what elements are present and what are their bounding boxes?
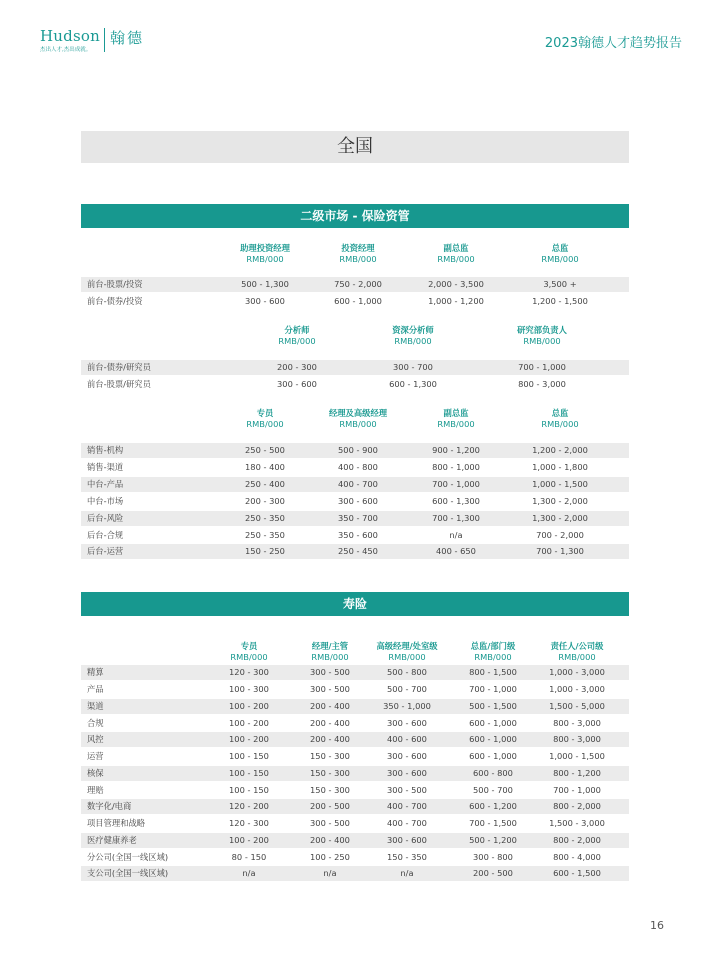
- table-cell: 120 - 300: [229, 667, 269, 677]
- table-row: [81, 443, 629, 458]
- table-cell: 100 - 150: [229, 751, 269, 761]
- table-cell: 700 - 1,000: [432, 479, 480, 489]
- table-cell: 300 - 600: [387, 751, 427, 761]
- table-row: [81, 732, 629, 747]
- column-header: 副总监 RMB/000: [437, 408, 475, 429]
- row-label: 项目管理和战略: [87, 818, 146, 828]
- table-row: [81, 294, 629, 309]
- table-cell: 250 - 400: [245, 479, 285, 489]
- table-cell: 100 - 200: [229, 701, 269, 711]
- table-cell: 200 - 400: [310, 734, 350, 744]
- table-row: [81, 544, 629, 559]
- table-cell: 100 - 150: [229, 768, 269, 778]
- table-cell: 300 - 600: [387, 768, 427, 778]
- row-label: 核保: [87, 768, 104, 778]
- table-row: [81, 716, 629, 731]
- table-cell: 200 - 500: [473, 868, 513, 878]
- table-cell: 200 - 400: [310, 835, 350, 845]
- table-cell: 500 - 700: [387, 684, 427, 694]
- table-cell: 700 - 1,000: [518, 362, 566, 372]
- table-cell: 700 - 1,300: [432, 513, 480, 523]
- table-cell: 250 - 350: [245, 530, 285, 540]
- table-cell: 700 - 1,000: [469, 684, 517, 694]
- table-row: [81, 833, 629, 848]
- table-cell: 800 - 3,000: [553, 734, 601, 744]
- table-cell: 350 - 1,000: [383, 701, 431, 711]
- table-cell: 200 - 400: [310, 718, 350, 728]
- table-cell: 500 - 900: [338, 445, 378, 455]
- row-label: 前台-债券/研究员: [87, 362, 151, 372]
- table-cell: 400 - 650: [436, 546, 476, 556]
- row-label: 前台-股票/研究员: [87, 379, 151, 389]
- table-cell: 100 - 150: [229, 785, 269, 795]
- table-cell: 300 - 600: [387, 835, 427, 845]
- table-cell: 800 - 2,000: [553, 801, 601, 811]
- column-header: 研究部负责人 RMB/000: [517, 325, 567, 346]
- table-row: [81, 850, 629, 865]
- table-cell: 1,200 - 2,000: [532, 445, 588, 455]
- table-cell: 600 - 1,300: [389, 379, 437, 389]
- table-row: [81, 460, 629, 475]
- row-label: 中台-市场: [87, 496, 124, 506]
- table-cell: 600 - 1,000: [469, 751, 517, 761]
- table-row: [81, 511, 629, 526]
- table-cell: 3,500 +: [543, 279, 577, 289]
- table-cell: 200 - 300: [245, 496, 285, 506]
- table-cell: 1,000 - 1,800: [532, 462, 588, 472]
- row-label: 产品: [87, 684, 104, 694]
- row-label: 中台-产品: [87, 479, 124, 489]
- table-row: [81, 866, 629, 881]
- row-label: 后台-运营: [87, 546, 124, 556]
- table-row: [81, 665, 629, 680]
- table-cell: 300 - 600: [277, 379, 317, 389]
- table-cell: 1,300 - 2,000: [532, 496, 588, 506]
- row-label: 医疗健康养老: [87, 835, 137, 845]
- table-cell: 300 - 500: [310, 684, 350, 694]
- table-cell: 900 - 1,200: [432, 445, 480, 455]
- table-cell: n/a: [400, 868, 414, 878]
- table-cell: 300 - 500: [310, 667, 350, 677]
- hudson-logo-chinese: 翰德: [110, 29, 145, 47]
- table-cell: n/a: [242, 868, 256, 878]
- table-cell: 120 - 300: [229, 818, 269, 828]
- table-cell: 1,000 - 3,000: [549, 684, 605, 694]
- table-cell: 1,500 - 5,000: [549, 701, 605, 711]
- row-label: 合规: [87, 718, 104, 728]
- table-row: [81, 749, 629, 764]
- table-row: [81, 360, 629, 375]
- table-row: [81, 277, 629, 292]
- column-header: 专员 RMB/000: [230, 641, 268, 662]
- table-cell: 600 - 1,000: [469, 718, 517, 728]
- table-cell: 200 - 300: [277, 362, 317, 372]
- table-cell: 700 - 1,300: [536, 546, 584, 556]
- table-cell: 800 - 1,500: [469, 667, 517, 677]
- row-label: 风控: [87, 734, 104, 744]
- table-cell: 1,000 - 1,200: [428, 296, 484, 306]
- table-cell: 700 - 1,000: [553, 785, 601, 795]
- table-cell: 600 - 1,200: [469, 801, 517, 811]
- table-cell: 500 - 800: [387, 667, 427, 677]
- table-row: [81, 682, 629, 697]
- table-cell: 600 - 1,000: [469, 734, 517, 744]
- column-header: 经理/主管 RMB/000: [311, 641, 349, 662]
- table-cell: 600 - 1,300: [432, 496, 480, 506]
- table-cell: 80 - 150: [231, 852, 267, 862]
- table-cell: 300 - 500: [387, 785, 427, 795]
- column-header: 责任人/公司级 RMB/000: [550, 641, 604, 662]
- table-cell: 150 - 350: [387, 852, 427, 862]
- table-row: [81, 816, 629, 831]
- page-header: [0, 0, 710, 60]
- column-header: 资深分析师 RMB/000: [392, 325, 434, 346]
- table-cell: 500 - 1,200: [469, 835, 517, 845]
- table-cell: 800 - 3,000: [553, 718, 601, 728]
- table-cell: 800 - 3,000: [518, 379, 566, 389]
- table-cell: 300 - 500: [310, 818, 350, 828]
- table-cell: 150 - 300: [310, 751, 350, 761]
- column-header: 高级经理/处室级 RMB/000: [376, 641, 438, 662]
- table-cell: 250 - 500: [245, 445, 285, 455]
- column-header: 经理及高级经理 RMB/000: [328, 408, 388, 429]
- table-cell: 100 - 300: [229, 684, 269, 694]
- row-label: 理赔: [87, 785, 104, 795]
- table-cell: 600 - 1,000: [334, 296, 382, 306]
- table-cell: 600 - 800: [473, 768, 513, 778]
- table-cell: 700 - 1,500: [469, 818, 517, 828]
- section-title-asset-management: 二级市场 - 保险资管: [81, 204, 629, 228]
- table-cell: 800 - 1,000: [432, 462, 480, 472]
- table-cell: 100 - 200: [229, 835, 269, 845]
- table-cell: 400 - 800: [338, 462, 378, 472]
- table-cell: 500 - 1,300: [241, 279, 289, 289]
- table-cell: 300 - 800: [473, 852, 513, 862]
- page-number: 16: [650, 919, 664, 932]
- table-cell: 600 - 1,500: [553, 868, 601, 878]
- table-cell: 1,300 - 2,000: [532, 513, 588, 523]
- column-header: 分析师 RMB/000: [278, 325, 316, 346]
- hudson-logo: Hudson: [40, 27, 100, 45]
- table-cell: 100 - 250: [310, 852, 350, 862]
- table-row: [81, 799, 629, 814]
- table-row: [81, 377, 629, 392]
- table-row: [81, 494, 629, 509]
- table-cell: 1,000 - 1,500: [549, 751, 605, 761]
- column-header: 总监 RMB/000: [541, 408, 579, 429]
- table-cell: 180 - 400: [245, 462, 285, 472]
- row-label: 后台-风险: [87, 513, 124, 523]
- column-header: 总监/部门级 RMB/000: [470, 641, 516, 662]
- table-cell: 400 - 700: [338, 479, 378, 489]
- table-cell: 100 - 200: [229, 718, 269, 728]
- table-cell: 1,000 - 3,000: [549, 667, 605, 677]
- column-header: 总监 RMB/000: [541, 243, 579, 264]
- table-row: [81, 766, 629, 781]
- table-row: [81, 699, 629, 714]
- table-cell: 400 - 700: [387, 801, 427, 811]
- table-cell: 350 - 700: [338, 513, 378, 523]
- table-cell: n/a: [323, 868, 337, 878]
- table-cell: 400 - 600: [387, 734, 427, 744]
- table-cell: 150 - 250: [245, 546, 285, 556]
- table-cell: 700 - 2,000: [536, 530, 584, 540]
- table-row: [81, 783, 629, 798]
- table-row: [81, 477, 629, 492]
- table-cell: 300 - 600: [338, 496, 378, 506]
- section-title-life-insurance: 寿险: [81, 592, 629, 616]
- table-cell: 500 - 1,500: [469, 701, 517, 711]
- table-cell: 800 - 2,000: [553, 835, 601, 845]
- column-header: 专员 RMB/000: [246, 408, 284, 429]
- table-cell: 300 - 600: [387, 718, 427, 728]
- table-cell: 200 - 500: [310, 801, 350, 811]
- row-label: 精算: [87, 667, 104, 677]
- region-title: 全国: [81, 131, 629, 163]
- row-label: 后台-合规: [87, 530, 124, 540]
- table-row: [81, 528, 629, 543]
- row-label: 销售-机构: [87, 445, 124, 455]
- logo-divider: [104, 28, 105, 52]
- logo-tagline: 杰出人才,杰出成就。: [40, 47, 92, 53]
- table-cell: 1,200 - 1,500: [532, 296, 588, 306]
- table-cell: 200 - 400: [310, 701, 350, 711]
- row-label: 支公司(全国一线区域): [87, 868, 169, 878]
- table-cell: 750 - 2,000: [334, 279, 382, 289]
- table-cell: 120 - 200: [229, 801, 269, 811]
- column-header: 助理投资经理 RMB/000: [240, 243, 290, 264]
- table-cell: 300 - 600: [245, 296, 285, 306]
- column-header: 投资经理 RMB/000: [339, 243, 377, 264]
- table-cell: 1,000 - 1,500: [532, 479, 588, 489]
- row-label: 销售-渠道: [87, 462, 124, 472]
- table-cell: 1,500 - 3,000: [549, 818, 605, 828]
- row-label: 渠道: [87, 701, 104, 711]
- column-header: 副总监 RMB/000: [437, 243, 475, 264]
- table-cell: 800 - 4,000: [553, 852, 601, 862]
- row-label: 前台-债券/投资: [87, 296, 143, 306]
- table-cell: 100 - 200: [229, 734, 269, 744]
- table-cell: 250 - 450: [338, 546, 378, 556]
- table-cell: 300 - 700: [393, 362, 433, 372]
- table-cell: 800 - 1,200: [553, 768, 601, 778]
- report-title: 2023翰德人才趋势报告: [544, 36, 682, 51]
- table-cell: 400 - 700: [387, 818, 427, 828]
- row-label: 数字化/电商: [87, 801, 132, 811]
- table-cell: 250 - 350: [245, 513, 285, 523]
- table-cell: 150 - 300: [310, 785, 350, 795]
- table-cell: 350 - 600: [338, 530, 378, 540]
- row-label: 分公司(全国一线区域): [87, 852, 169, 862]
- table-cell: n/a: [449, 530, 463, 540]
- row-label: 运营: [87, 751, 104, 761]
- table-cell: 2,000 - 3,500: [428, 279, 484, 289]
- table-cell: 150 - 300: [310, 768, 350, 778]
- table-cell: 500 - 700: [473, 785, 513, 795]
- row-label: 前台-股票/投资: [87, 279, 143, 289]
